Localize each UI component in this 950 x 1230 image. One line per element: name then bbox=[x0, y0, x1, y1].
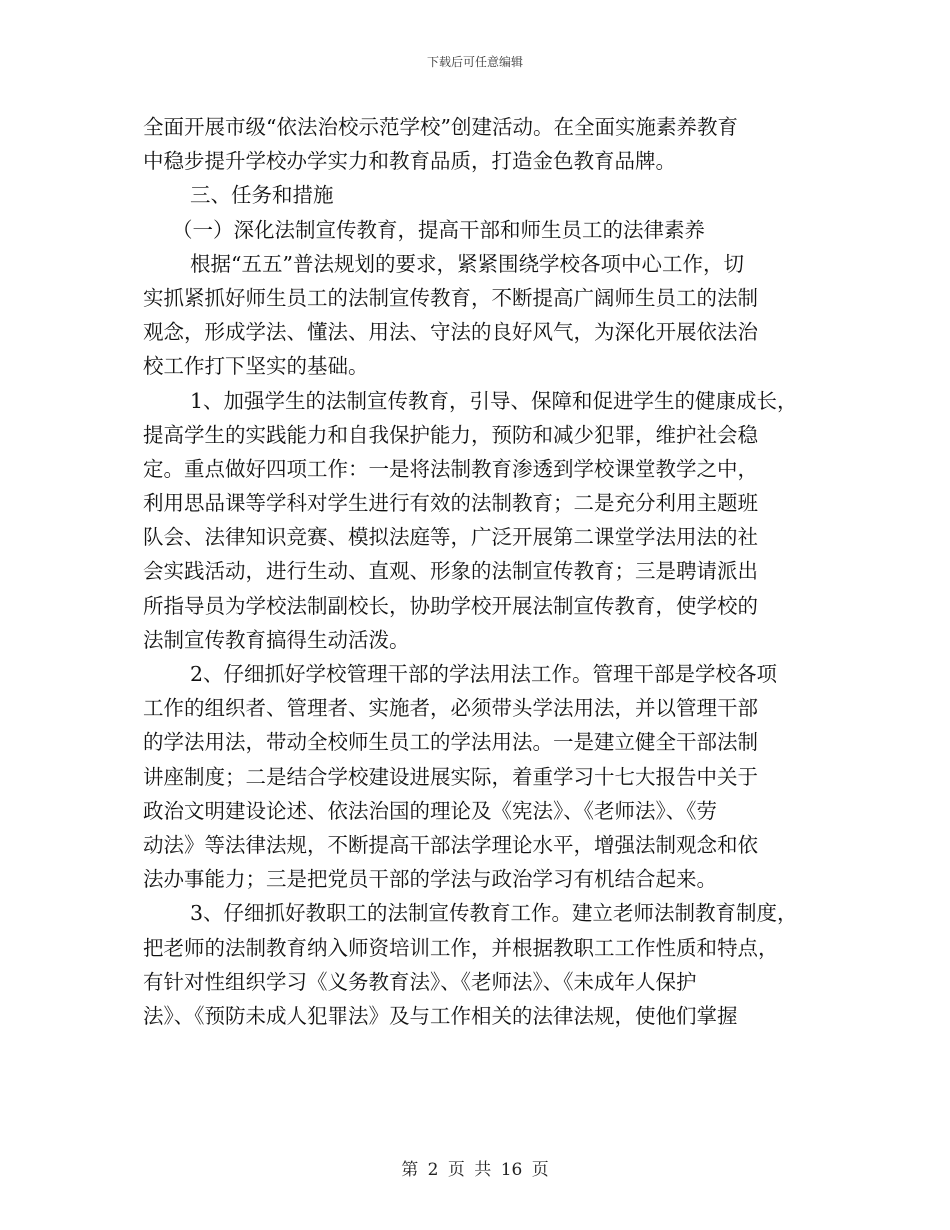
page-header: 下载后可任意编辑 bbox=[426, 55, 523, 69]
body-line: 全面开展市级“依法治校示范学校”创建活动。在全面实施素养教育 bbox=[143, 115, 738, 139]
body-line: 把老师的法制教育纳入师资培训工作，并根据教职工工作性质和特点， bbox=[143, 935, 779, 960]
body-line: 1、加强学生的法制宣传教育，引导、保障和促进学生的健康成长， bbox=[190, 388, 798, 413]
body-line: 会实践活动，进行生动、直观、形象的法制宣传教育；三是聘请派出 bbox=[143, 559, 758, 584]
body-line: 政治文明建设论述、依法治国的理论及《宪法》、《老师法》、《劳 bbox=[143, 798, 717, 823]
body-line: 利用思品课等学科对学生进行有效的法制教育；二是充分利用主题班 bbox=[143, 491, 758, 516]
body-line: 观念，形成学法、懂法、用法、守法的良好风气，为深化开展依法治 bbox=[143, 320, 758, 345]
body-line: 提高学生的实践能力和自我保护能力，预防和减少犯罪，维护社会稳 bbox=[143, 422, 758, 447]
body-line: 中稳步提升学校办学实力和教育品质，打造金色教育品牌。 bbox=[143, 149, 676, 174]
subsection-heading: （一）深化法制宣传教育，提高干部和师生员工的法律素养 bbox=[172, 217, 705, 242]
body-line: 实抓紧抓好师生员工的法制宣传教育，不断提高广阔师生员工的法制 bbox=[143, 285, 758, 310]
body-line: 所指导员为学校法制副校长，协助学校开展法制宣传教育，使学校的 bbox=[143, 593, 758, 618]
body-line: 3、仔细抓好教职工的法制宣传教育工作。建立老师法制教育制度， bbox=[190, 901, 798, 926]
page-number: 第 2 页 共 16 页 bbox=[401, 1160, 549, 1180]
body-line: 有针对性组织学习《义务教育法》、《老师法》、《未成年人保护 bbox=[143, 969, 697, 994]
body-line: 2、仔细抓好学校管理干部的学法用法工作。管理干部是学校各项 bbox=[190, 662, 778, 686]
body-line: 法制宣传教育搞得生动活泼。 bbox=[143, 627, 410, 652]
body-line: 动法》等法律法规，不断提高干部法学理论水平，增强法制观念和依 bbox=[143, 832, 758, 857]
section-heading: 三、任务和措施 bbox=[190, 183, 334, 208]
body-line: 工作的组织者、管理者、实施者，必须带头学法用法，并以管理干部 bbox=[143, 696, 758, 721]
body-line: 队会、法律知识竞赛、模拟法庭等，广泛开展第二课堂学法用法的社 bbox=[143, 525, 758, 550]
document-body bbox=[143, 110, 815, 1033]
body-line: 法办事能力；三是把党员干部的学法与政治学习有机结合起来。 bbox=[143, 867, 717, 892]
body-line: 的学法用法，带动全校师生员工的学法用法。一是建立健全干部法制 bbox=[143, 730, 758, 755]
body-line: 讲座制度；二是结合学校建设进展实际，着重学习十七大报告中关于 bbox=[143, 764, 758, 789]
body-line: 定。重点做好四项工作：一是将法制教育渗透到学校课堂教学之中， bbox=[143, 456, 758, 481]
body-line: 校工作打下坚实的基础。 bbox=[143, 354, 369, 379]
body-line: 根据“五五”普法规划的要求，紧紧围绕学校各项中心工作，切 bbox=[190, 251, 744, 276]
body-line: 法》、《预防未成人犯罪法》及与工作相关的法律法规，使他们掌握 bbox=[143, 1003, 738, 1028]
